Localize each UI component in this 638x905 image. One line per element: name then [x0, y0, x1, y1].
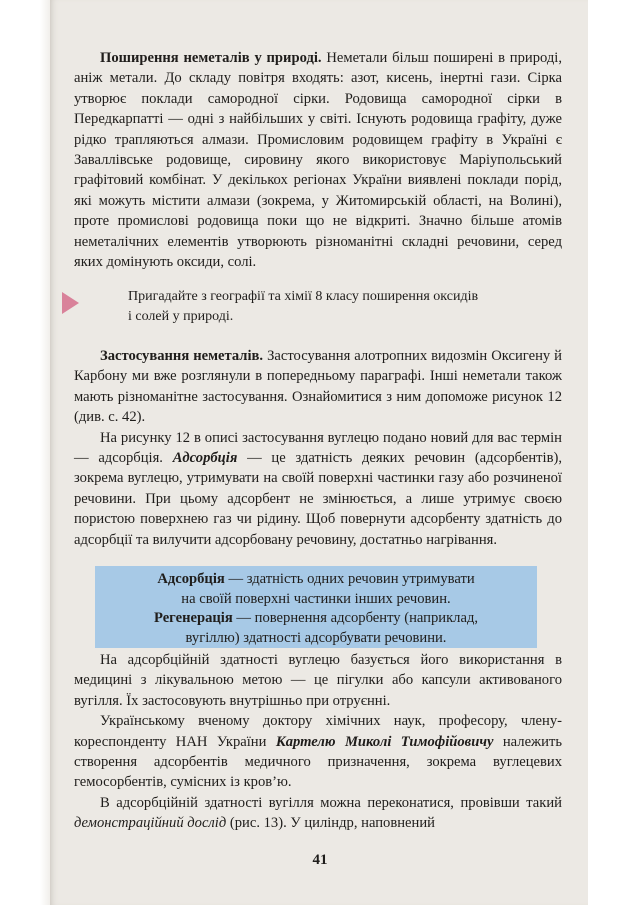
- definition-text: — здатність одних речовин утримувати: [224, 571, 475, 587]
- paragraph-text: належить створення адсорбентів медичного призначення, зокрема вуглецевих гемосорбентів, сумісних із кров’ю.: [74, 733, 562, 791]
- reminder-line-2: і солей у природі.: [128, 309, 234, 324]
- definition-adsorption-line-1: [95, 570, 537, 590]
- page-left-margin: [0, 0, 50, 905]
- demonstration-term: демонстраційний дослід: [74, 815, 227, 832]
- section-adsorption-use: [74, 650, 562, 834]
- definition-regeneration-line-1: [95, 609, 537, 629]
- paragraph-demonstration: [74, 793, 562, 834]
- paragraph-text: В адсорбційній здатності вугілля можна переконатися, провівши такий: [100, 794, 562, 811]
- definition-box-content: [95, 570, 537, 648]
- definition-box: [95, 566, 537, 648]
- reminder-note: [56, 287, 562, 331]
- paragraph-text: Неметали більш поширені в природі, аніж метали. До складу повітря входять: азот, кисень, інертні гази. Сірка утворює поклади самородної сірки. Родовища самородної сірки в Передкарпатті — одні з найбільших у світі. Існують родовища графіту, дуже рідко трапляються алмази. Промисловим родовищем графіту в Україні є Заваллівське родовище, сировину якого використовує Маріупольський графітовий комбінат. У декількох регіонах України виявлені поклади порід, які можуть містити алмази (зокрема, у Житомирській області, на Волині), проте промислові родовища поки що не відкриті. Значно більше атомів неметалічних елементів утворюють різноманітні складні речовини, серед яких домінують оксиди, солі.: [74, 50, 562, 271]
- paragraph-text: (рис. 13). У циліндр, наповнений: [226, 815, 435, 832]
- definition-term: Адсорбція: [157, 571, 225, 587]
- paragraph-text: На рисунку 12 в описі застосування вуглецю подано новий для вас термін — адсорбція.: [74, 429, 562, 467]
- definition-regeneration-line-2: вугіллю) здатності адсорбувати речовини.: [185, 629, 447, 646]
- paragraph-text: Застосування алотропних видозмін Оксигену й Карбону ми вже розглянули в попередньому параграфі. Інші неметали також мають різноманітне застосування. Ознайомитися з ним допоможе рисунок 12 (див. с. 42).: [74, 348, 562, 426]
- reminder-text: [128, 287, 548, 327]
- paragraph-nonmetals-in-nature: [74, 48, 562, 272]
- paragraph-adsorption-term: [74, 428, 562, 550]
- paragraph-text: Українському вченому доктору хімічних наук, професору, члену-кореспонденту НАН України: [74, 713, 562, 750]
- definition-term: Регенерація: [153, 610, 233, 626]
- definition-adsorption-line-2: на своїй поверхні частинки інших речовин.: [181, 590, 451, 607]
- section-applications: [74, 346, 562, 550]
- page-number: 41: [312, 852, 328, 868]
- definition-text: — повернення адсорбенту (наприклад,: [232, 610, 479, 626]
- paragraph-applications: [74, 346, 562, 428]
- paragraph-medical-use: На адсорбційній здатності вуглецю базується його використання в медицині з лікувальною метою — це пігулки або капсули активованого вугілля. Їх застосовують внутрішньо при отруєнні.: [74, 652, 562, 709]
- scientist-name: Картелю Миколі Тимофійовичу: [275, 733, 494, 750]
- heading-applications: Застосування неметалів.: [100, 348, 264, 364]
- paragraph-text: — це здатність деяких речовин (адсорбентів), зокрема вуглецю, утримувати на своїй поверхні частинки газу або розчиненої речовини. При цьому адсорбент не змінюється, а лише утримує своєю пористою поверхнею газ чи рідину. Щоб повернути адсорбенту здатність до адсорбції та вилучити адсорбовану речовину, достатньо нагрівання.: [74, 450, 563, 548]
- heading-nonmetals-in-nature: Поширення неметалів у природі.: [100, 50, 322, 66]
- paragraph-kartel: [74, 711, 562, 793]
- reminder-line-1: Пригадайте з географії та хімії 8 класу поширення оксидів: [128, 289, 479, 304]
- triangle-marker-icon: [62, 292, 79, 314]
- section-nonmetals-in-nature: [74, 48, 562, 272]
- term-adsorption: Адсорбція: [172, 450, 238, 467]
